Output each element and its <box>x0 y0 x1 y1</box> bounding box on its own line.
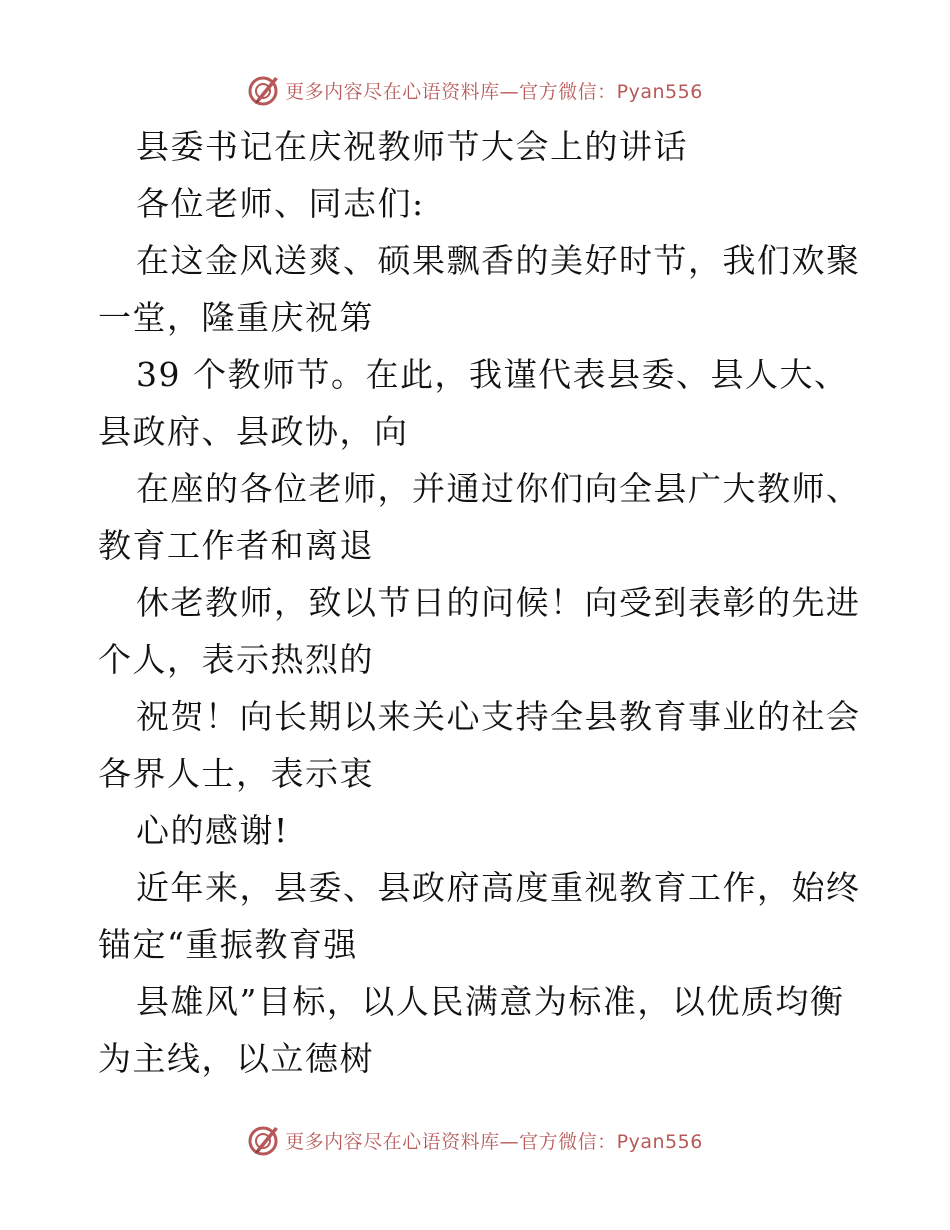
document-title: 县委书记在庆祝教师节大会上的讲话 <box>136 127 688 166</box>
paragraph-line: 39 个教师节。在此，我谨代表县委、县人大、 <box>136 355 849 394</box>
paragraph-line: 县政府、县政协，向 <box>98 412 409 451</box>
paragraph-line: 县雄风”目标，以人民满意为标准，以优质均衡 <box>136 982 845 1021</box>
paragraph-line: 在座的各位老师，并通过你们向全县广大教师、 <box>136 469 861 508</box>
document-body <box>98 118 861 1087</box>
paragraph-line: 祝贺！向长期以来关心支持全县教育事业的社会 <box>136 697 861 736</box>
quill-logo-icon <box>247 73 281 107</box>
paragraph-line: 各界人士，表示衷 <box>98 754 374 793</box>
watermark-text: 更多内容尽在心语资料库—官方微信：Pyan556 <box>285 80 703 103</box>
paragraph-line: 锚定“重振教育强 <box>98 925 358 964</box>
header-watermark <box>0 70 950 110</box>
paragraph-line: 一堂，隆重庆祝第 <box>98 298 374 337</box>
footer-watermark <box>0 1120 950 1160</box>
salutation: 各位老师、同志们: <box>136 184 425 223</box>
paragraph-line: 心的感谢! <box>136 811 289 850</box>
paragraph-line: 近年来，县委、县政府高度重视教育工作，始终 <box>136 868 861 907</box>
watermark-text: 更多内容尽在心语资料库—官方微信：Pyan556 <box>285 1130 703 1153</box>
paragraph-line: 休老教师，致以节日的问候！向受到表彰的先进 <box>136 583 861 622</box>
paragraph-line: 教育工作者和离退 <box>98 526 374 565</box>
paragraph-line: 为主线，以立德树 <box>98 1039 374 1078</box>
paragraph-line: 个人，表示热烈的 <box>98 640 374 679</box>
quill-logo-icon <box>247 1123 281 1157</box>
paragraph-line: 在这金风送爽、硕果飘香的美好时节，我们欢聚 <box>136 241 861 280</box>
